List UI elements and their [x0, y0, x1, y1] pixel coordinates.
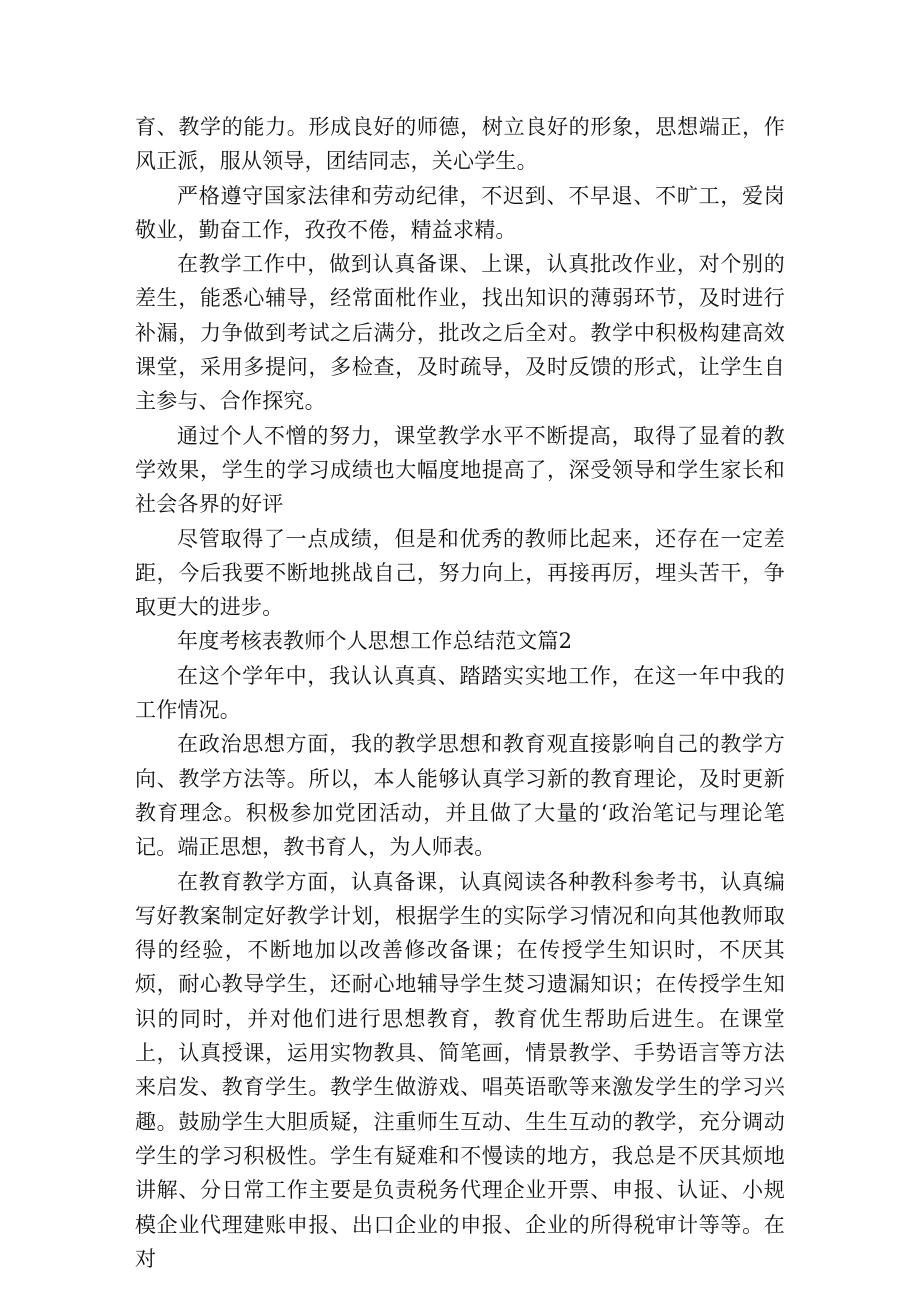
paragraph-2: 严格遵守国家法律和劳动纪律，不迟到、不早退、不旷工，爱岗敬业，勤奋工作，孜孜不倦，精益求精。 — [135, 183, 785, 242]
paragraph-4: 通过个人不憎的努力，课堂教学水平不断提高，取得了显着的教学效果，学生的学习成绩也大幅度地提高了，深受领导和学生家长和社会各界的好评 — [135, 423, 785, 517]
paragraph-7: 在政治思想方面，我的教学思想和教育观直接影响自己的教学方向、教学方法等。所以，本人能够认真学习新的教育理论，及时更新教育理念。积极参加党团活动，并且做了大量的‘政治笔记与理论笔记。端正思想，教书育人，为人师表。 — [135, 732, 785, 860]
paragraph-8: 在教育教学方面，认真备课，认真阅读各种教科参考书，认真编写好教案制定好教学计划，根据学生的实际学习情况和向其他教师取得的经验，不断地加以改善修改备课；在传授学生知识时，不厌其烦，耐心教导学生，还耐心地辅导学生焚习遗漏知识；在传授学生知识的同时，并对他们进行思想教育，教育优生帮助后进生。在课堂上，认真授课，运用实物教具、简笔画，情景教学、手势语言等方法来启发、教育学生。教学生做游戏、唱英语歌等来激发学生的学习兴趣。鼓励学生大胆质疑，注重师生互动、生生互动的教学，充分调动学生的学习积极性。学生有疑难和不慢读的地方，我总是不厌其烦地讲解、分日常工作主要是负责税务代理企业开票、申报、认证、小规模企业代理建账申报、出口企业的申报、企业的所得税审计等等。在对 — [135, 869, 785, 1271]
paragraph-5: 尽管取得了一点成绩，但是和优秀的教师比起来，还存在一定差距，今后我要不断地挑战自己，努力向上，再接再厉，埋头苦干，争取更大的进步。 — [135, 526, 785, 620]
paragraph-3: 在教学工作中，做到认真备课、上课，认真批改作业，对个别的差生，能悉心辅导，经常面枇作业，找出知识的薄弱环节，及时进行补漏，力争做到考试之后满分，批改之后全对。教学中积极构建高效课堂，采用多提问，多检查，及时疏导，及时反馈的形式，让学生自主参与、合作探究。 — [135, 252, 785, 414]
section-heading: 年度考核表教师个人思想工作总结范文篇2 — [177, 629, 573, 654]
document-body — [135, 110, 785, 1276]
paragraph-6: 在这个学年中，我认认真真、踏踏实实地工作，在这一年中我的工作情况。 — [135, 663, 785, 723]
paragraph-1: 育、教学的能力。形成良好的师德，树立良好的形象，思想端正，作风正派，服从领导，团结同志，关心学生。 — [135, 115, 785, 174]
